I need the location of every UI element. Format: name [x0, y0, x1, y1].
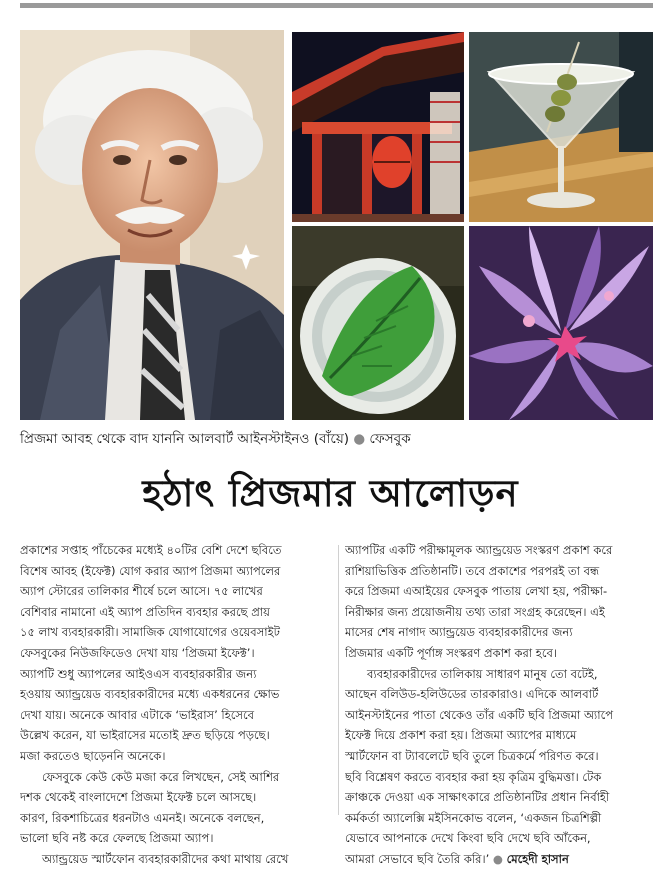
body-line: ফেসবুকে কেউ কেউ মজা করে লিখছেন, সেই আশির — [42, 769, 280, 784]
body-line: অ্যাপ স্টোরের তালিকার শীর্ষে চলে আসে। ৭৫ লাখের — [20, 584, 263, 599]
martini-illustration — [469, 32, 653, 222]
body-line: অ্যাপটি শুধু অ্যাপলের আইওএস ব্যবহারকারীর জন্য — [20, 666, 257, 681]
body-line: ছবি বিশ্লেষণ করতে ব্যবহার করা হয় কৃত্রিম বুদ্ধিমত্তা। টেক — [345, 769, 602, 784]
body-line: ১৫ লাখ ব্যবহারকারী। সামাজিক যোগাযোগের ওয়েবসাইট — [20, 625, 280, 640]
body-line: বিশেষ আবহ (ইফেক্ট) যোগ করার অ্যাপ প্রিজমা অ্যাপলের — [20, 563, 281, 578]
photo-caption — [20, 430, 653, 448]
body-line: করে প্রিজমা এআইয়ের ফেসবুক পাতায় লেখা হয়, পরীক্ষা- — [345, 584, 608, 599]
body-line: স্মার্টফোন বা ট্যাবলেটে ছবি তুলে চিত্রকর্মে পরিণত করে। — [345, 748, 599, 763]
body-line: ব্যবহারকারীদের তালিকায় সাধারণ মানুষ তো বটেই, — [367, 666, 598, 681]
body-line: মাসের শেষ নাগাদ অ্যান্ড্রয়েড ব্যবহারকারীদের জন্য — [345, 625, 573, 640]
einstein-illustration — [20, 30, 284, 420]
plant-photo — [469, 226, 653, 420]
body-line: হওয়ায় অ্যান্ড্রয়েড ব্যবহারকারীদের মধ্যে একধরনের ক্ষোভ — [20, 687, 280, 702]
body-line: প্রকাশের সপ্তাহ পাঁচেকের মধ্যেই ৪০টির বেশি দেশে ছবিতে — [20, 543, 282, 557]
plant-illustration — [469, 226, 653, 420]
body-line: অ্যান্ড্রয়েড স্মার্টফোন ব্যবহারকারীদের কথা মাথায় রেখে — [42, 851, 289, 866]
last-line — [345, 849, 653, 870]
body-line: ফেসবুকের নিউজফিডেও দেখা যায় ‘প্রিজমা ইফেক্ট’। — [20, 645, 255, 660]
shrine-illustration — [292, 32, 464, 222]
caption-credit: ফেসবুক — [369, 431, 411, 447]
body-line: যেভাবে আপনাকে দেখে কিংবা ছবি দেখে ছবি আঁকেন, — [345, 831, 591, 846]
column-divider — [338, 545, 339, 815]
top-rule — [20, 3, 653, 8]
headline: হঠাৎ প্রিজমার আলোড়ন — [142, 471, 519, 515]
byline: মেহেদী হাসান — [506, 851, 569, 866]
body-line: দেখা যায়। অনেকে আবার এটাকে ‘ভাইরাস’ হিসেবে — [20, 707, 255, 722]
body-line: প্রিজমার একটি পূর্ণাঙ্গ সংস্করণ প্রকাশ করা হবে। — [345, 645, 557, 660]
body-line: ইফেক্ট দিয়ে প্রকাশ করা হয়। প্রিজমা অ্যাপের মাধ্যমে — [345, 728, 577, 743]
body-line: দশক থেকেই বাংলাদেশে প্রিজমা ইফেক্ট চলে আসছে। — [20, 790, 257, 805]
shrine-photo — [292, 32, 464, 222]
body-line: কারণ, রিকশাচিত্রের ধরনটাও এমনই। অনেকে বলছেন, — [20, 810, 265, 825]
einstein-photo — [20, 30, 284, 420]
article-left-column — [20, 540, 331, 870]
bullet-icon: ● — [492, 851, 503, 866]
body-line: নিরীক্ষার জন্য প্রয়োজনীয় তথ্য তারা সংগ্রহ করেছেন। এই — [345, 604, 605, 619]
leaf-photo — [292, 226, 464, 420]
body-line: বেশিবার নামানো এই অ্যাপ প্রতিদিন ব্যবহার করছে প্রায় — [20, 604, 270, 619]
body-line: মজা করতেও ছাড়েননি অনেকে। — [20, 748, 166, 763]
leaf-illustration — [292, 226, 464, 420]
body-line: ক্রাঞ্চকে দেওয়া এক সাক্ষাৎকারে প্রতিষ্ঠানটির প্রধান নির্বাহী — [345, 790, 610, 805]
article-right-column — [345, 540, 653, 870]
body-line: আমরা সেভাবে ছবি তৈরি করি।’ — [345, 851, 490, 866]
body-line: কর্মকর্তা অ্যালেক্সি মইসিনকোভ বলেন, ‘একজন চিত্রশিল্পী — [345, 810, 602, 825]
martini-photo — [469, 32, 653, 222]
body-line: অ্যাপটির একটি পরীক্ষামূলক অ্যান্ড্রয়েড সংস্করণ প্রকাশ করে — [345, 543, 613, 557]
bullet-icon: ● — [353, 431, 370, 447]
body-line: উল্লেখ করেন, যা ভাইরাসের মতোই দ্রুত ছড়িয়ে পড়ছে। — [20, 728, 270, 743]
body-line: আছেন বলিউড-হলিউডের তারকারাও। এদিকে আলবার্ট — [345, 687, 599, 702]
body-line: ভালো ছবি নষ্ট করে ফেলছে প্রিজমা অ্যাপ। — [20, 831, 214, 846]
caption-text: প্রিজমা আবহ থেকে বাদ যাননি আলবার্ট আইনস্টাইনও (বাঁয়ে) — [20, 431, 350, 447]
body-line: রাশিয়াভিত্তিক প্রতিষ্ঠানটি। তবে প্রকাশের পরপরই তা বন্ধ — [345, 563, 600, 578]
body-line: আইনস্টাইনের পাতা থেকেও তাঁর একটি ছবি প্রিজমা অ্যাপে — [345, 707, 614, 722]
